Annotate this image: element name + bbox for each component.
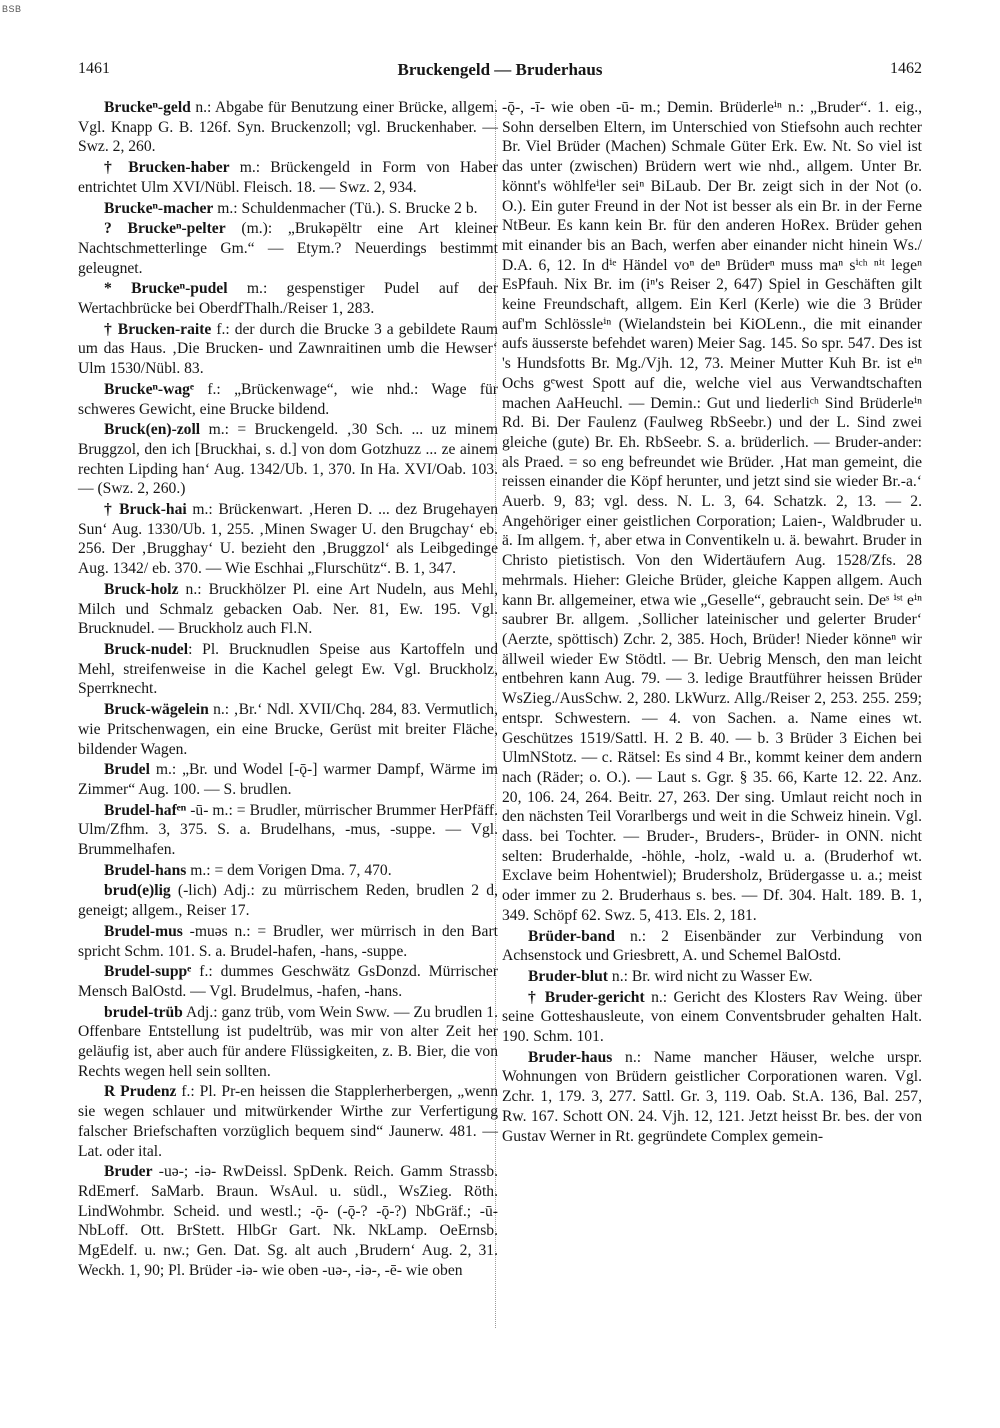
- dictionary-entry: [78, 98, 498, 157]
- entry-definition: -muəs n.: = Brudler, wer mürrisch in den Bart spricht Schm. 101. S. a. Brudel-hafen, -hans, -suppe.: [78, 922, 498, 960]
- entry-headword: * Bruckeⁿ-pudel: [104, 280, 228, 298]
- dictionary-entry: [78, 158, 498, 197]
- entry-headword: Bruck(en)-zoll: [104, 421, 201, 439]
- entry-headword: ? Bruckeⁿ-pelter: [104, 220, 226, 238]
- entry-headword: Brudel-mus: [104, 922, 183, 940]
- entry-definition: : Pl. Brucknudlen Speise aus Kartoffeln und Mehl, streifenweise in die Kachel gelegt Ew. Vgl. Bruckholz, Sperrknecht.: [78, 640, 498, 698]
- entry-headword: Brudel-hafᵉⁿ: [104, 801, 187, 819]
- dictionary-entry: [78, 420, 498, 499]
- dictionary-entry: [78, 760, 498, 799]
- library-stamp: BSB: [2, 4, 22, 14]
- entry-headword: brud(e)lig: [104, 882, 171, 900]
- entry-headword: Bruder-blut: [528, 967, 608, 985]
- dictionary-entry: [78, 580, 498, 639]
- dictionary-entry: [78, 922, 498, 961]
- entry-headword: Bruckeⁿ-macher: [104, 199, 214, 217]
- page-number-right: 1462: [890, 60, 922, 77]
- entry-headword: Bruck-nudel: [104, 640, 189, 658]
- dictionary-entry: [502, 98, 922, 926]
- entry-headword: Bruder: [104, 1163, 153, 1181]
- entry-definition: m.: = dem Vorigen Dma. 7, 470.: [186, 861, 392, 879]
- entry-definition: f.: Pl. Pr-en heissen die Stapplerherbergen, „wenn sie wegen schlauer und mitwürkender Wirthe zur Verfertigung falscher Briefschaften vorzüglich bequem sind“ Jaunerw. 481. — Lat. oder ital.: [78, 1083, 498, 1160]
- entry-headword: brudel-trüb: [104, 1003, 183, 1021]
- entry-headword: R Prudenz: [104, 1083, 177, 1101]
- entry-headword: Brüder-band: [528, 927, 615, 945]
- dictionary-entry: [78, 640, 498, 699]
- dictionary-entry: [78, 881, 498, 920]
- entry-definition: m.: Brückenwart. ‚Heren D. ... dez Brugehayen Sun‘ Aug. 1330/Ub. 1, 255. ‚Minen Swager U. den Brugchay‘ eb. 256. Der ‚Brugghay‘ U. bezieht den ‚Bruggzol‘ als Leibgedinge Aug. 1342/ eb. 370. — Wie Eschhai „Flurschütz“. B. 1, 347.: [78, 501, 498, 578]
- entry-definition: n.: Bruckhölzer Pl. eine Art Nudeln, aus Mehl, Milch und Schmalz gebacken Oab. Ner. 81, Ew. 195. Vgl. Brucknudel. — Bruckholz auch Fl.N.: [78, 580, 498, 638]
- entry-definition: n.: ‚Br.‘ Ndl. XVII/Chq. 284, 83. Vermutlich, wie Pritschenwagen, ein eine Brucke, Gerüst mit breiter Fläche, bildender Wagen.: [78, 701, 498, 758]
- entry-headword: Bruckeⁿ-wagᵉ: [104, 380, 195, 398]
- entry-headword: Brudel-suppᵉ: [104, 963, 192, 981]
- running-title: Bruckengeld — Bruderhaus: [397, 60, 603, 79]
- dictionary-entry: [78, 962, 498, 1001]
- entry-headword: † Brucken-haber: [104, 159, 230, 177]
- dictionary-entry: [502, 988, 922, 1047]
- dictionary-entry: [502, 927, 922, 966]
- entry-definition: f.: der durch die Brucke 3 a gebildete Raum um das Haus. ‚Die Brucken- und Zawnraitinen umb die Hewser‘ Ulm 1530/Nübl. 83.: [78, 320, 498, 378]
- entry-headword: † Bruck-hai: [104, 501, 187, 519]
- dictionary-entry: [78, 1162, 498, 1280]
- dictionary-entry: [78, 199, 498, 219]
- dictionary-entry: [502, 1048, 922, 1147]
- page-header: [78, 60, 922, 86]
- dictionary-entry: [78, 500, 498, 579]
- entry-definition: m.: „Br. und Wodel [-ǭ-] warmer Dampf, Wärme im Zimmer“ Aug. 100. — S. brudlen.: [78, 761, 498, 798]
- entry-headword: Bruck-holz: [104, 580, 179, 598]
- entry-definition: (m.): „Brukəpëltr eine Art kleiner Nachtschmetterlinge Gm.“ — Etym.? Neuerdings bestimmt geleugnet.: [78, 220, 499, 277]
- dictionary-entry: [78, 279, 498, 318]
- entry-definition: n.: Gericht des Klosters Rav Weing. über seine Gotteshausleute, von einem Conventsbruder gehalten Halt. 190. Schm. 101.: [502, 988, 922, 1046]
- entry-headword: Brudel-hans: [104, 861, 187, 879]
- dictionary-entry: [78, 700, 498, 759]
- dictionary-entry: [502, 967, 922, 987]
- entry-definition: f.: dummes Geschwätz GsDonzd. Mürrischer Mensch BalOstd. — Vgl. Brudelmus, -hafen, -hans.: [78, 963, 498, 1000]
- entry-definition: n.: Br. wird nicht zu Wasser Ew.: [608, 967, 813, 985]
- entry-headword: Bruckeⁿ-geld: [104, 99, 191, 116]
- entry-definition: Adj.: ganz trüb, vom Wein Sww. — Zu brudlen 1. Offenbare Entstellung ist pudeltrüb, was mir von alter Zeit her geläufig ist, aber auch für andere Flüssigkeiten, z. B. Bier, die von Rechts wegen hell sein sollten.: [78, 1003, 498, 1080]
- entry-definition: -ū- m.: = Brudler, mürrischer Brummer HerPfäff. Ulm/Zfhm. 3, 375. S. a. Brudelhans, -mus, -suppe. — Vgl. Brummelhafen.: [78, 801, 498, 859]
- dictionary-entry: [78, 801, 498, 860]
- entry-headword: Bruder-haus: [528, 1048, 613, 1066]
- dictionary-entry: [78, 1003, 498, 1082]
- dictionary-entry: [78, 861, 498, 881]
- entry-headword: Brudel: [104, 761, 150, 779]
- dictionary-entry: [78, 320, 498, 379]
- entry-definition: -ǭ-, -ī- wie oben -ū- m.; Demin. Brüderleⁱⁿ n.: „Bruder“. 1. eig., Sohn derselben Eltern, im Unterschied von Stiefsohn auch rechter Br. Viel Brüder (Machen) Schmale Güter Erk. Ew. Nt. So viel ist das unter (zwischen) Brüdern wert wie nhd., allgem. Unter Br. könnt's wöhlfeⁱler seiⁿ BiLaub. Der Br. zeigt sich in der Not (o. O.). Ein guter Freund in der Not ist besser als ein Br. in der Ferne NtBeur. Es kann kein Br. für den anderen HoRex. Brüder gehen mit einander bis an Bach, werfen aber einander nicht hinein Ws./ D.A. 6, 12. In dⁱᵉ Händel voⁿ deⁿ Brüderⁿ muss maⁿ sⁱᶜʰ ⁿⁱᵗ legeⁿ EsPfauh. Nix Br. im (iⁿ's Reiser 2, 647) Spiel in Geschäften gilt keine Freundschaft, allgem. Ein Kerl (Kerle) wie die 3 Brüder auf'm Schlössleⁱⁿ (Wielandstein bei KiOLenn., die mit einander aufs äusserste befehdet waren) Meier Sag. 145. So spr. 547. Des ist 's Hundsfotts Br. Mg./Vjh. 12, 73. Meiner Mutter Kuh Br. ist eⁱⁿ Ochs gᵉwest Spott auf die, welche viel aus Verwandtschaften machen AaHeuchl. — Demin.: Gut und liederliᶜʰ Sind Brüderleⁱⁿ Rd. Bi. Der Faulenz (Faulweg RbSeebr.) und der L. Sind zwei gleiche (gute) Br. Eh. RbSeebr. S. a. brüderlich. — Bruder-ander: als Praed. = so eng befreundet wie Brüder. ‚Hat man gemeint, die reissen einander die Köpf herunter, und jetzt sind sie wieder Br.-a.‘ Auerb. 9, 83; vgl. dess. N. L. 3, 64. Schatzk. 2, 13. — 2. Angehöriger einer geistlichen Corporation; Laien-, Waldbruder u. ä. Im allgem. †, aber etwa in Conventikeln u. ä. bewahrt. Bruder in Christo pietistisch. Von den Widertäufern Aug. 1528/Zfs. 28 mehrmals. Hieher: Gleiche Brüder, gleiche Kappen allgem. Auch kann Br. allgemeiner, etwa wie „Geselle“, gebraucht sein. Deˢ ⁱˢᵗ eⁱⁿ saubrer Br. allgem. ‚Sollicher lateinischer und gelerter Bruder‘ (Aerzte, spöttisch) Zchr. 2, 385. Hoch, Brüder! Nieder könneⁿ wir ällweil wieder Ew Stödtl. — Br. Uebrig Mensch, den man leicht entbehren kann Aug. 79. — 3. ledige Brautführer heissen Brüder WsZieg./AusSchw. 2, 280. LkWurz. Allg./Reiser 2, 253. 255. 259; entspr. Schwestern. — 4. von Sachen. a. Name eines wt. Geschützes 1519/Sattl. H. 2 B. 40. — b. 3 Brüder 3 Eichen bei UlmNStotz. — c. Rätsel: Es sind 4 Br., kommt keiner dem andern nach (Räder; o. O.). — Laut s. Ggr. § 35. 66, Karte 12. 22. Anz. 20, 106. 24, 264. Beitr. 27, 263. Der sing. Umlaut reicht noch in den nächsten Teil Vorarlbergs und weit in die Schweiz hinein. Vgl. dass. bei Tochter. — Bruder-, Bruders-, Brüder- in ONN. nicht selten: Bruderhalde, -höhle, -holz, -wald u. a. (Bruderhof wt. Exclave beim Hohentwiel); Brudersholz, Brüdergasse u. a.; meist oder immer zu 2. Bruderhaus s. bes. — Df. 304. Halt. 189. B. 1, 349. Schöpf 62. Swz. 5, 413. Els. 2, 181.: [502, 99, 922, 924]
- dictionary-entry: [78, 380, 498, 419]
- entry-definition: n.: Name mancher Häuser, welche urspr. Wohnungen von Brüdern geistlicher Corporationen waren. Vgl. Zchr. 1, 179. 3, 277. Sattl. Gr. 3, 119. Oab. St.A. 136, Bal. 257, Rw. 167. Schott ON. 24. Vjh. 12, 121. Jetzt heisst Br. bes. der von Gustav Werner in Rt. gegründete Complex gemein-: [502, 1048, 922, 1145]
- entry-definition: (-lich) Adj.: zu mürrischem Reden, brudlen 2 d, geneigt; allgem., Reiser 17.: [78, 882, 498, 920]
- right-column: [502, 98, 922, 1147]
- entry-headword: † Bruder-gericht: [528, 988, 645, 1006]
- entry-headword: † Brucken-raite: [104, 320, 212, 338]
- entry-definition: m.: gespenstiger Pudel auf der Wertachbrücke bei OberdfThalh./Reiser 1, 283.: [78, 280, 499, 318]
- dictionary-entry: [78, 1082, 498, 1161]
- entry-headword: Bruck-wägelein: [104, 701, 209, 719]
- entry-definition: f.: „Brückenwage“, wie nhd.: Wage für schweres Gewicht, eine Brucke bildend.: [78, 380, 498, 418]
- entry-definition: n.: Abgabe für Benutzung einer Brücke, allgem. Vgl. Knapp G. B. 126f. Syn. Bruckenzoll; vgl. Bruckenhaber. — Swz. 2, 260.: [78, 99, 498, 156]
- entry-definition: -uə-; -iə- RwDeissl. SpDenk. Reich. Gamm Strassb. RdEmerf. SaMarb. Braun. WsAul. u. südl., WsZieg. Röth. LindWohmbr. Scheid. und westl.; -ǭ- (-ǭ-? -ǭ-?) NbGräf.; -ū- NbLoff. Ott. BrStett. HlbGr Gart. Nk. NkLamp. OeErnsb. MgEdelf. u. nw.; Gen. Dat. Sg. alt auch ‚Brudern‘ Aug. 2, 31. Weckh. 1, 90; Pl. Brüder -iə- wie oben -uə-, -iə-, -ē- wie oben: [78, 1163, 498, 1279]
- left-column: [78, 98, 498, 1281]
- entry-definition: m.: Brückengeld in Form von Haber entrichtet Ulm XVI/Nübl. Fleisch. 18. — Swz. 2, 934.: [78, 159, 498, 196]
- entry-definition: m.: Schuldenmacher (Tü.). S. Brucke 2 b.: [213, 199, 478, 217]
- entry-definition: n.: 2 Eisenbänder zur Verbindung von Achsenstock und Griesbrett, A. und Schemel BalOstd.: [502, 927, 922, 965]
- dictionary-entry: [78, 219, 498, 278]
- entry-definition: m.: = Bruckengeld. ‚30 Sch. ... uz minem Bruggzol, den ich [Bruckhai, s. d.] von dom Gotzhuzz ... ze ainem rechten Lipding han‘ Aug. 1342/Ub. 1, 370. In Ha. XVI/Oab. 103. — (Swz. 2, 260.): [78, 421, 498, 498]
- page-number-left: 1461: [78, 60, 110, 77]
